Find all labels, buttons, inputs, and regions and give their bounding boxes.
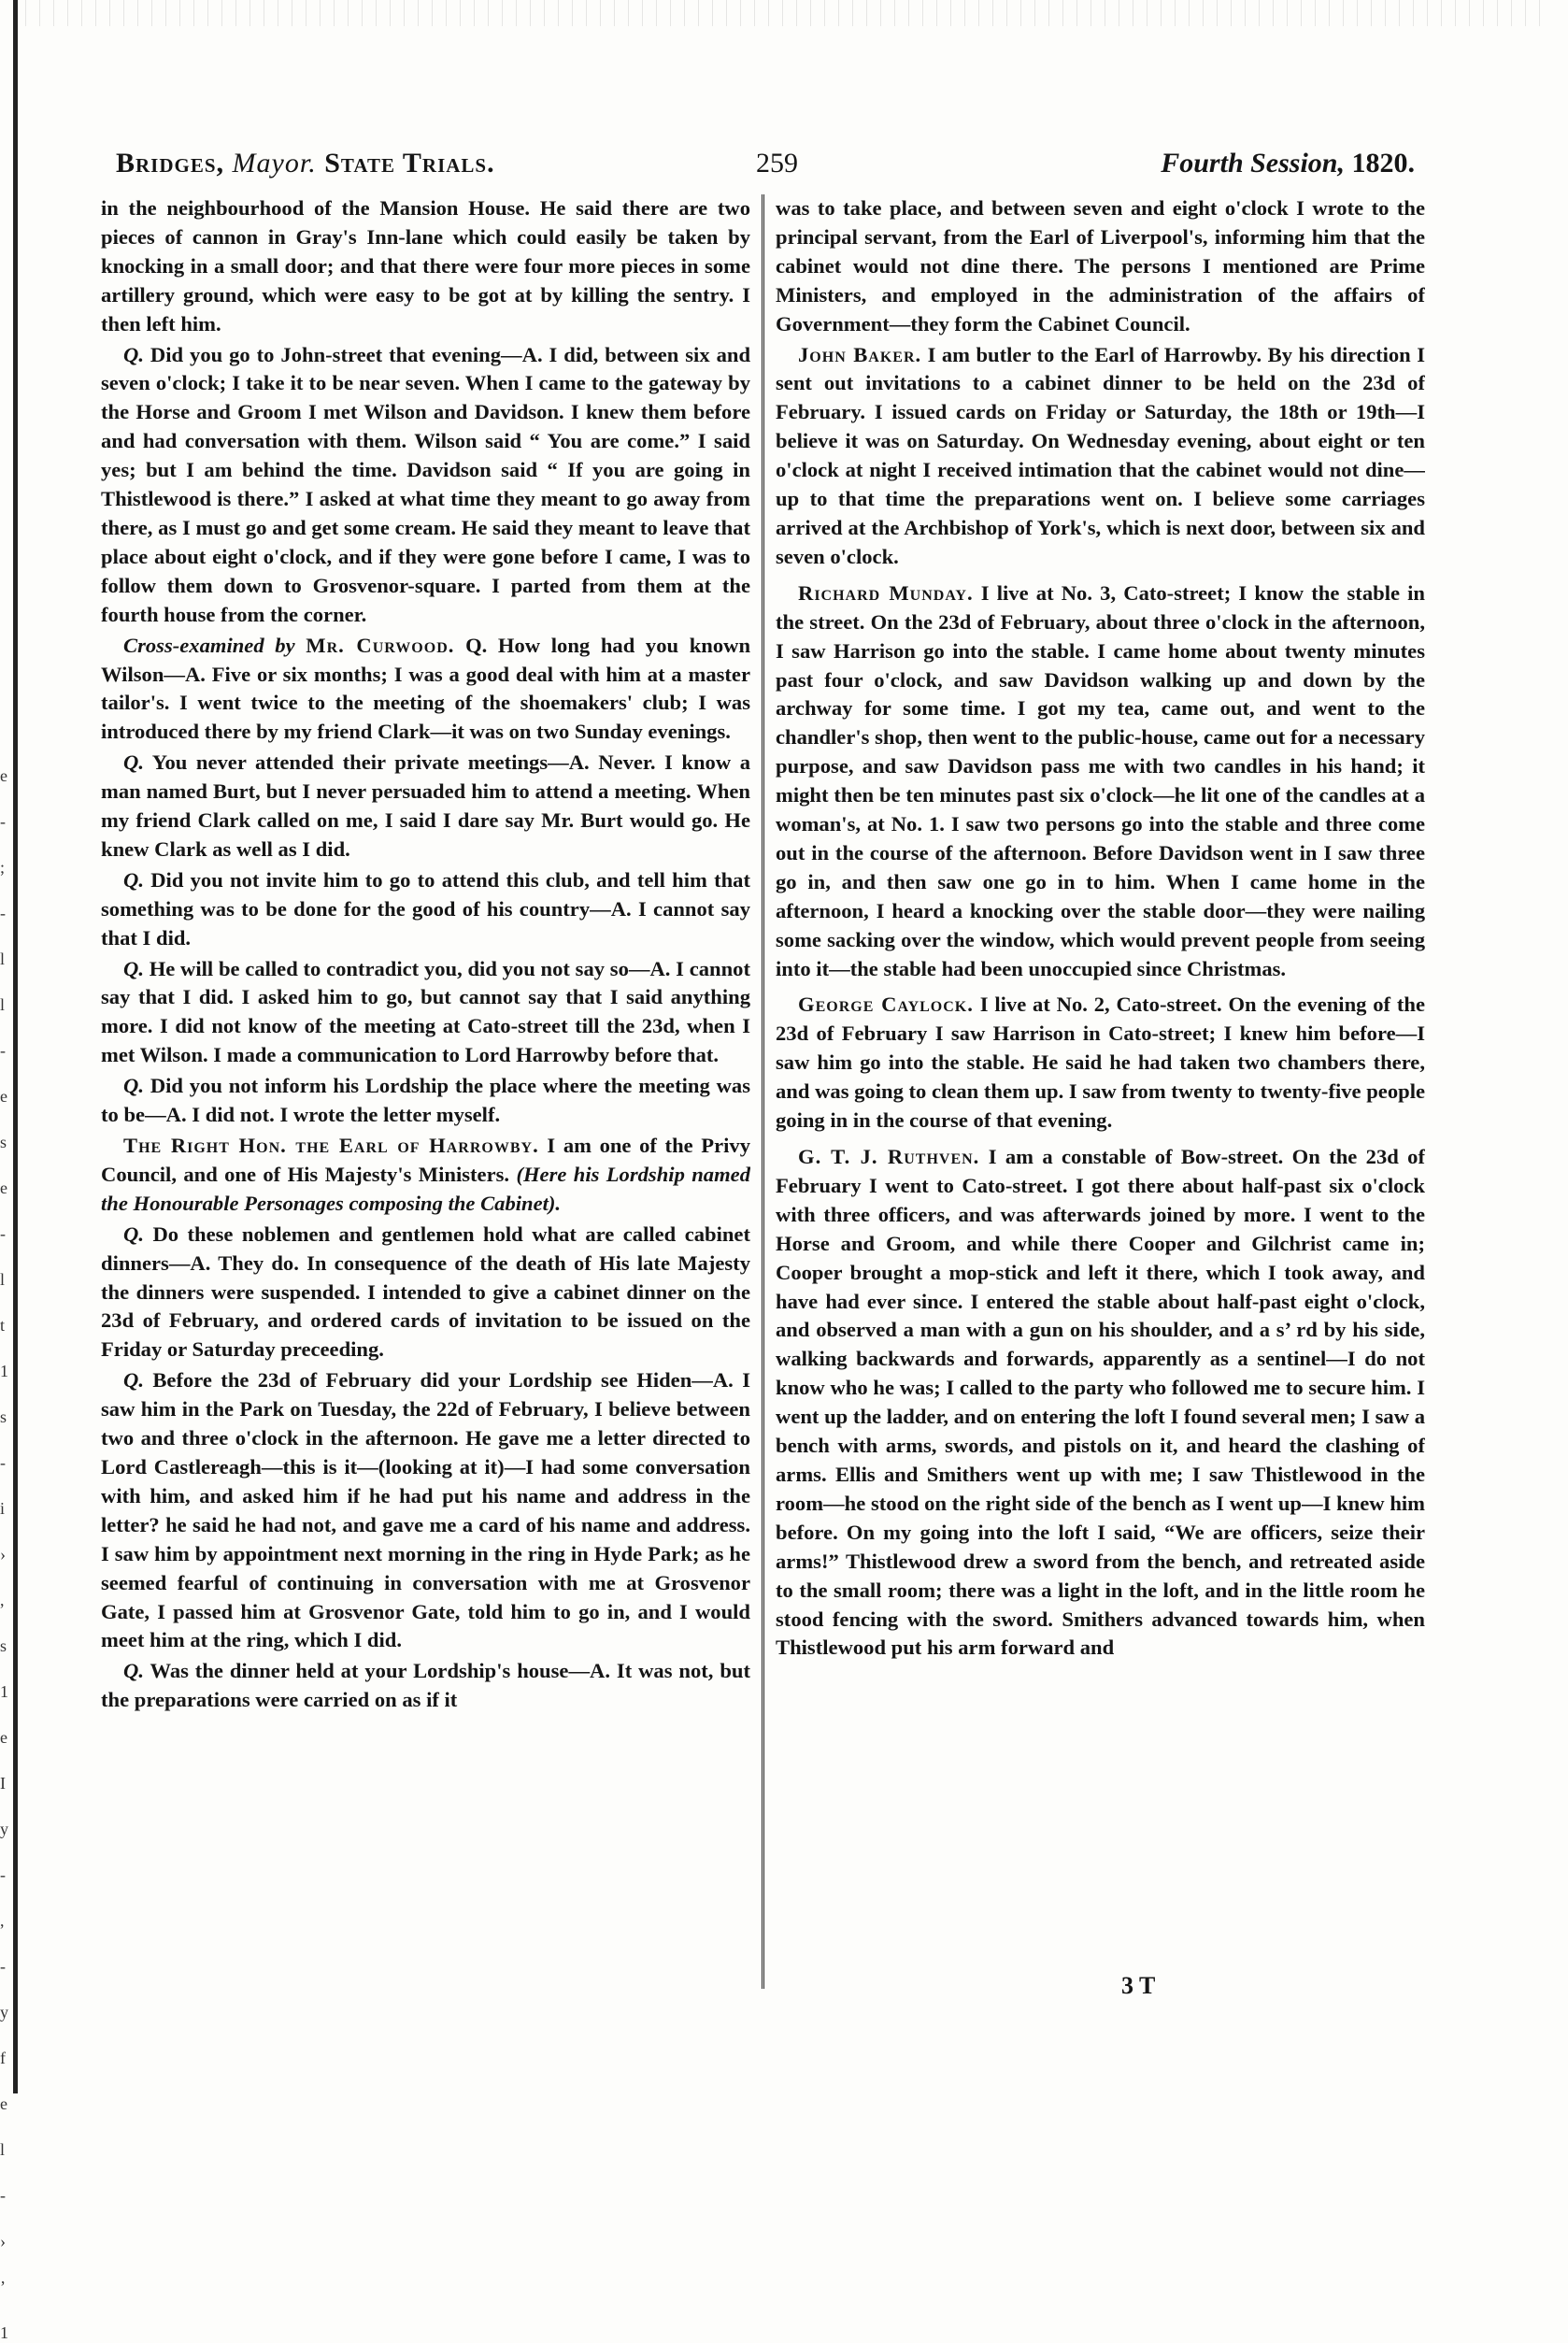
margin-mark: -	[0, 1041, 6, 1060]
paragraph-text: I am a constable of Bow-street. On the 23d of February I went to Cato-street. I got there about half-past six o'clock with three officers, and was afterwards joined by more. I went to the Horse and Groom, and while there Cooper and Gilchrist came in; Cooper brought a mop-stick and left it there, which I took away, and have had ever since. I entered the stable about half-past eight o'clock, and observed a man with a gun on his shoulder, and a s’ rd by his side, walking backwards and forwards, apparently as a sentinel—I do not know who he was; I called to the party who followed me to secure him. I went up the ladder, and on entering the loft I found several men; I saw a bench with arms, swords, and pistols on it, and heard the clashing of arms. Ellis and Smithers went up with me; I saw Thistlewood in the room—he stood on the right side of the bench as I went up—I knew him before. On my going into the loft I said, “We are officers, seize their arms!” Thistlewood drew a sword from the bench, and retreated aside to the small room; there was a light in the loft, and in the little room he stood fencing with the sword. Smithers advanced towards him, when Thistlewood put his arm forward and	[776, 1145, 1425, 1660]
margin-mark: -	[0, 1957, 6, 1976]
right-column	[776, 194, 1425, 2017]
paragraph: was to take place, and between seven and eight o'clock I wrote to the principal servant, from the Earl of Liverpool's, informing him that the cabinet would not dine there. The persons I mentioned are Prime Ministers, and employed in the administration of the affairs of Government—they form the Cabinet Council.	[776, 196, 1425, 336]
paragraph-text: I live at No. 3, Cato-street; I know the stable in the street. On the 23d of February, about three o'clock in the afternoon, I saw Harrison go into the stable. I came home about twenty minutes past four o'clock, and saw Davidson walking up and down by the archway for some time. I got my tea, came out, and went to the chandler's shop, then went to the public-house, came out for a necessary purpose, and saw Davidson pass me with two candles in his hand; it might then be ten minutes past six o'clock—he lit one of the candles at a woman's, at No. 1. I saw two persons go into the stable and three come out in the course of the afternoon. Before Davidson went in I saw three go in, and then saw one go in to him. When I came home in the afternoon, I heard a knocking over the stable door—they were nailing some sacking over the window, which would prevent people from seeing into it—the stable had been unoccupied since Christmas.	[776, 580, 1425, 980]
margin-mark: ;	[0, 858, 6, 877]
question-marker: Q.	[123, 1222, 144, 1246]
signature-mark: 3 T	[1121, 1972, 1156, 1999]
margin-mark: I	[0, 1774, 6, 1793]
page-number: 259	[756, 148, 798, 179]
running-header	[116, 148, 1415, 185]
margin-mark: -	[0, 1453, 6, 1472]
margin-mark: 1	[0, 2323, 8, 2342]
header-year: 1820.	[1351, 148, 1415, 179]
column-divider	[762, 194, 764, 1989]
question-marker: Q.	[123, 1074, 144, 1098]
speaker-name: Mr. Curwood.	[306, 633, 455, 657]
margin-mark: e	[0, 2094, 7, 2113]
margin-mark: -	[0, 2186, 6, 2205]
paragraph	[101, 955, 750, 1071]
paragraph-text: Did you not invite him to go to attend this club, and tell him that something was to be done for the good of his country—A. I cannot say that I did.	[101, 867, 750, 950]
speaker-name: George Caylock.	[798, 993, 974, 1017]
page-edge-line	[13, 0, 18, 2093]
margin-mark: l	[0, 1270, 6, 1289]
paragraph	[101, 1072, 750, 1130]
margin-mark: i	[0, 1499, 6, 1518]
scan-noise	[19, 0, 1551, 26]
paragraph-text: I am butler to the Earl of Harrowby. By his direction I sent out invitations to a cabinet dinner to be held on the 23d of February. I issued cards on Friday or Saturday, the 18th or 19th—I believe it was on Saturday. On Wednesday evening, about eight or ten o'clock at night I received intimation that the cabinet would not dine—up to that time the preparations went on. I believe some carriages arrived at the Archbishop of York's, which is next door, between six and seven o'clock.	[776, 342, 1425, 568]
paragraph	[101, 1221, 750, 1365]
paragraph	[101, 866, 750, 953]
paragraph-text: Was the dinner held at your Lordship's house—A. It was not, but the preparations were carried on as if it	[101, 1659, 750, 1712]
margin-mark: 1	[0, 1362, 8, 1380]
margin-mark: f	[0, 2049, 6, 2067]
margin-mark: -	[0, 1865, 6, 1884]
header-left	[116, 148, 495, 179]
paragraph-text: Do these noblemen and gentlemen hold what are called cabinet dinners—A. They do. In consequence of the death of His late Majesty the dinners were suspended. I intended to give a cabinet dinner on the 23d of February, and ordered cards of invitation to be issued on the Friday or Saturday preceeding.	[101, 1222, 750, 1362]
cross-exam-lead: Cross-examined by	[123, 633, 295, 657]
header-name: Bridges,	[116, 148, 225, 179]
margin-mark: s	[0, 1407, 7, 1426]
margin-mark: e	[0, 1087, 7, 1106]
editorial-note: (Here his Lordship named the Honourable Personages composing the Cabinet).	[101, 1162, 750, 1215]
margin-mark: l	[0, 995, 6, 1014]
paragraph	[101, 1657, 750, 1715]
margin-mark: t	[0, 1316, 6, 1335]
speaker-name: John Baker.	[798, 342, 922, 366]
paragraph-text: He will be called to contradict you, did you not say so—A. I cannot say that I did. I asked him to go, but cannot say that I said anything more. I did not know of the meeting at Cato-street till the 23d, when I met Wilson. I made a communication to Lord Harrowby before that.	[101, 956, 750, 1067]
paragraph	[101, 632, 750, 748]
paragraph-text: Did you not inform his Lordship the place where the meeting was to be—A. I did not. I wrote the letter myself.	[101, 1074, 750, 1127]
paragraph	[101, 1366, 750, 1655]
paragraph-text: Before the 23d of February did your Lordship see Hiden—A. I saw him in the Park on Tuesday, the 22d of February, I believe between two and three o'clock in the afternoon. He gave me a letter directed to Lord Castlereagh—this is it—(looking at it)—I had some conversation with him, and asked him if he had put his name and address in the letter? he said he had not, and gave me a card of his name and address. I saw him by appointment next morning in the ring in Hyde Park; as he seemed fearful of continuing in conversation with me at Grosvenor Gate, I passed him at Grosvenor Gate, told him to go in, and I would meet him at the ring, which I did.	[101, 1368, 750, 1652]
question-marker: Q.	[123, 867, 144, 892]
paragraph	[101, 341, 750, 630]
paragraph-text: Did you go to John-street that evening—A. I did, between six and seven o'clock; I take it to be near seven. When I came to the gateway by the Horse and Groom I met Wilson and Davidson. I knew them before and had conversation with them. Wilson said “ You are come.” I said yes; but I am behind the time. Davidson said “ If you are going in Thistlewood is there.” I asked at what time they meant to go away from there, as I must go and get some cream. He said they meant to leave that place about eight o'clock, and if they were gone before I came, I was to follow them down to Grosvenor-square. I parted from them at the fourth house from the corner.	[101, 342, 750, 626]
margin-mark: ,	[0, 1911, 5, 1930]
margin-mark: s	[0, 1133, 7, 1151]
question-marker: Q.	[123, 956, 144, 980]
header-session: Fourth Session,	[1161, 148, 1345, 179]
margin-mark: ›	[0, 2232, 6, 2250]
speaker-name: Richard Munday.	[798, 580, 974, 605]
margin-mark: ,	[0, 1591, 5, 1609]
question-marker: Q.	[123, 1368, 144, 1393]
margin-mark: s	[0, 1636, 7, 1655]
paragraph: in the neighbourhood of the Mansion House. He said there are two pieces of cannon in Gray's Inn-lane which could easily be taken by knocking in a small door; and that there were four more pieces in some artillery ground, which were easy to be got at by killing the sentry. I then left him.	[101, 196, 750, 336]
paragraph	[101, 749, 750, 864]
margin-mark: y	[0, 2003, 8, 2022]
paragraph	[776, 1143, 1425, 1663]
left-column	[101, 194, 750, 2017]
question-marker: Q.	[123, 1659, 144, 1683]
header-right	[1161, 148, 1415, 179]
margin-mark: e	[0, 766, 7, 785]
paragraph	[776, 579, 1425, 984]
margin-mark: -	[0, 904, 6, 922]
paragraph	[776, 991, 1425, 1136]
question-marker: Q.	[123, 342, 144, 366]
margin-mark: e	[0, 1179, 7, 1197]
margin-mark: ›	[0, 1545, 6, 1564]
paragraph	[101, 1132, 750, 1219]
margin-mark: 1	[0, 1682, 8, 1701]
margin-mark: ’	[0, 2278, 6, 2296]
speaker-name: G. T. J. Ruthven.	[798, 1145, 980, 1168]
margin-mark: -	[0, 812, 6, 831]
paragraph-text: I am one of the Privy Council, and one of His Majesty's Ministers.	[101, 1134, 750, 1186]
paragraph-text: You never attended their private meetings—A. Never. I know a man named Burt, but I never persuaded him to attend a meeting. When my friend Clark called on me, I said I dare say Mr. Burt would go. He knew Clark as well as I did.	[101, 750, 750, 861]
header-role: Mayor.	[232, 148, 317, 179]
margin-mark: -	[0, 1224, 6, 1243]
paragraph	[776, 341, 1425, 572]
paragraph-text: I live at No. 2, Cato-street. On the evening of the 23d of February I saw Harrison in Cato-street; I knew him before—I saw him go into the stable. He said he had taken two chambers there, and was going to clean them up. I saw from twenty to twenty-five people going in in the course of that evening.	[776, 993, 1425, 1133]
margin-mark: l	[0, 2140, 6, 2159]
margin-mark: l	[0, 950, 6, 968]
margin-marks	[0, 766, 11, 2342]
margin-mark: e	[0, 1728, 7, 1747]
question-marker: Q.	[123, 750, 144, 775]
speaker-name: The Right Hon. the Earl of Harrowby.	[123, 1134, 539, 1157]
paragraph-text: Q. How long had you known Wilson—A. Five or six months; I was a good deal with him at a master tailor's. I went twice to the meeting of the shoemakers' club; I was introduced there by my friend Clark—it was on two Sunday evenings.	[101, 633, 750, 744]
margin-mark: y	[0, 1820, 8, 1838]
header-title: State Trials.	[324, 148, 495, 179]
